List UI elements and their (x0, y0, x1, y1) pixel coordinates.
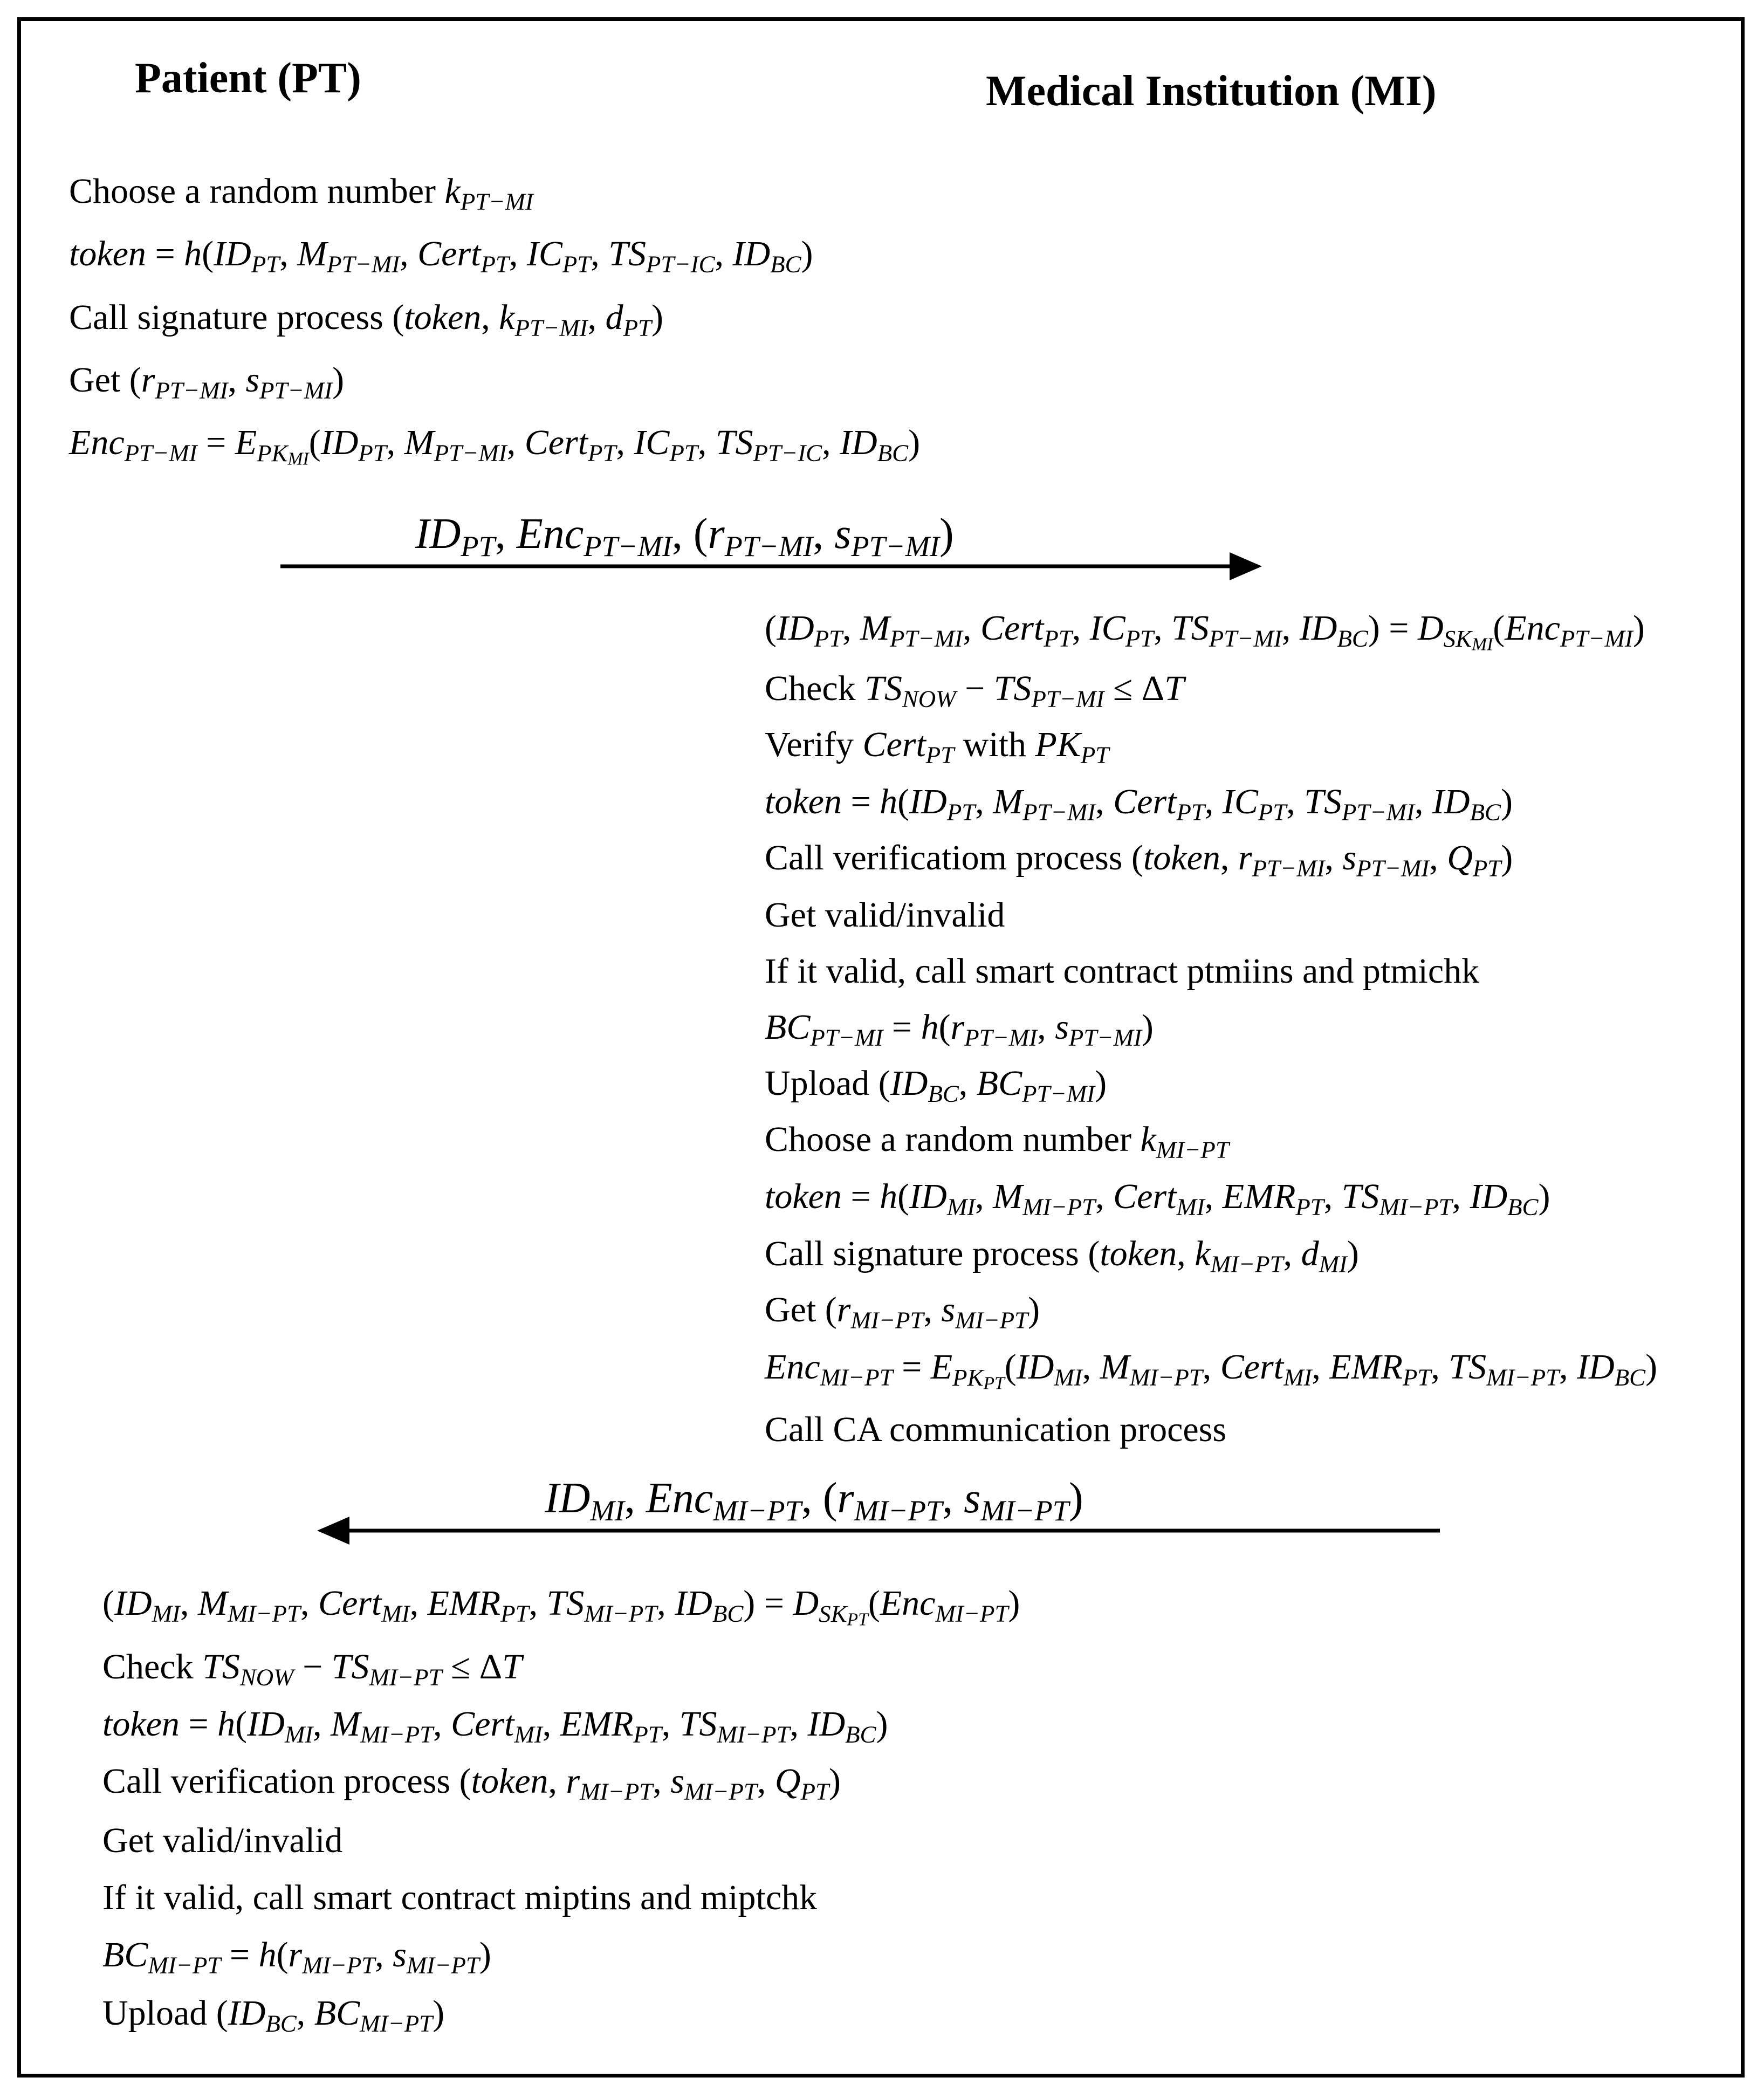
pt-step-call-signature: Call signature process (token, $k_{PT-MI}$, $d_{PT}$) (69, 298, 663, 341)
party-patient: Patient (PT) (135, 54, 361, 102)
party-medical-institution: Medical Institution (MI) (986, 67, 1437, 115)
mi-step-call-ca: Call CA communication process (765, 1410, 1227, 1449)
mi-step-token: token = $h(ID_{PT}$, $M_{PT-MI}$, Cert$_{PT}$, $IC_{PT}$, $TS_{PT-MI}$, $ID_{BC}$) (765, 782, 1513, 826)
mi-step-decrypt: ($ID_{PT}$, $M_{PT-MI}$, Cert$_{PT}$, $IC_{PT}$, $TS_{PT-MI}$, $ID_{BC}) = D_{SK_{MI}}(Enc_{PT-MI})$ (765, 608, 1645, 655)
mi-step-encrypt: $Enc_{MI-PT} = E_{PK_{PT}}(ID_{MI}$, $M_{MI-PT}$, Cert$_{MI}$, $EMR_{PT}$, $TS_{MI-PT}$, $ID_{BC}$) (765, 1347, 1658, 1394)
pt-step-check-timestamp: Check $TS_{NOW} - TS_{MI-PT} \le \Delta T$ (102, 1647, 522, 1691)
pt-step-get-valid: Get valid/invalid (102, 1821, 343, 1860)
pt-step-encrypt: $Enc_{PT-MI} = E_{PK_{MI}}(ID_{PT}$, $M_{PT-MI}$, Cert$_{PT}$, $IC_{PT}$, $TS_{PT-IC}$, $ID_{BC}$) (69, 423, 921, 469)
pt-step-smart-contract: If it valid, call smart contract miptins and miptchk (102, 1878, 818, 1917)
pt-step-call-verification: Call verification process (token, $r_{MI-PT}$, $s_{MI-PT}$, $Q_{PT}$) (102, 1761, 841, 1805)
mi-step-choose-random: Choose a random number $k_{MI-PT}$ (765, 1120, 1229, 1163)
mi-step-upload: Upload ($ID_{BC}$, $BC_{PT-MI}$) (765, 1064, 1107, 1107)
arrow-pt-to-mi (280, 552, 1262, 580)
mi-step-smart-contract: If it valid, call smart contract ptmiins and ptmichk (765, 951, 1480, 991)
arrow-mi-to-pt (317, 1517, 1440, 1545)
mi-step-call-signature: Call signature process (token, $k_{MI-PT}$, $d_{MI}$) (765, 1234, 1359, 1278)
message-mi-to-pt: $ID_{MI}$, Enc$_{MI-PT}$, ($r_{MI-PT}$, $s_{MI-PT}$) (545, 1475, 1083, 1527)
mi-step-check-timestamp: Check $TS_{NOW} - TS_{PT-MI} \le \Delta T$ (765, 669, 1184, 712)
mi-step-verify-cert: Verify Cert$_{PT}$ with $PK_{PT}$ (765, 725, 1109, 769)
pt-step-token-2: token = $h(ID_{MI}$, $M_{MI-PT}$, Cert$_{MI}$, $EMR_{PT}$, $TS_{MI-PT}$, $ID_{BC}$) (102, 1704, 888, 1748)
mi-step-token-2: token = $h(ID_{MI}$, $M_{MI-PT}$, Cert$_{MI}$, $EMR_{PT}$, $TS_{MI-PT}$, $ID_{BC}$) (765, 1177, 1550, 1221)
pt-step-get-signature: Get ($r_{PT-MI}$, $s_{PT-MI}$) (69, 360, 345, 404)
mi-step-bc-hash: $BC_{PT-MI} = h(r_{PT-MI}$, $s_{PT-MI}$) (765, 1007, 1154, 1051)
pt-step-upload: Upload ($ID_{BC}$, $BC_{MI-PT}$) (102, 1993, 445, 2037)
pt-step-choose-random: Choose a random number $k_{PT-MI}$ (69, 172, 533, 215)
mi-step-get-valid: Get valid/invalid (765, 895, 1005, 935)
pt-step-decrypt: ($ID_{MI}$, $M_{MI-PT}$, Cert$_{MI}$, $EMR_{PT}$, $TS_{MI-PT}$, $ID_{BC}) = D_{SK_{PT}}(Enc_{MI-PT})$ (102, 1583, 1020, 1630)
pt-step-token: token = $h(ID_{PT}$, $M_{PT-MI}$, Cert$_{PT}$, $IC_{PT}$, $TS_{PT-IC}$, $ID_{BC}$) (69, 234, 813, 278)
message-pt-to-mi: $ID_{PT}$, Enc$_{PT-MI}$, ($r_{PT-MI}$, $s_{PT-MI}$) (415, 510, 954, 563)
pt-step-bc-hash: $BC_{MI-PT} = h(r_{MI-PT}$, $s_{MI-PT}$) (102, 1935, 491, 1979)
mi-step-get-signature: Get ($r_{MI-PT}$, $s_{MI-PT}$) (765, 1290, 1040, 1334)
mi-step-call-verification: Call verificatiom process (token, $r_{PT-MI}$, $s_{PT-MI}$, $Q_{PT}$) (765, 838, 1513, 882)
